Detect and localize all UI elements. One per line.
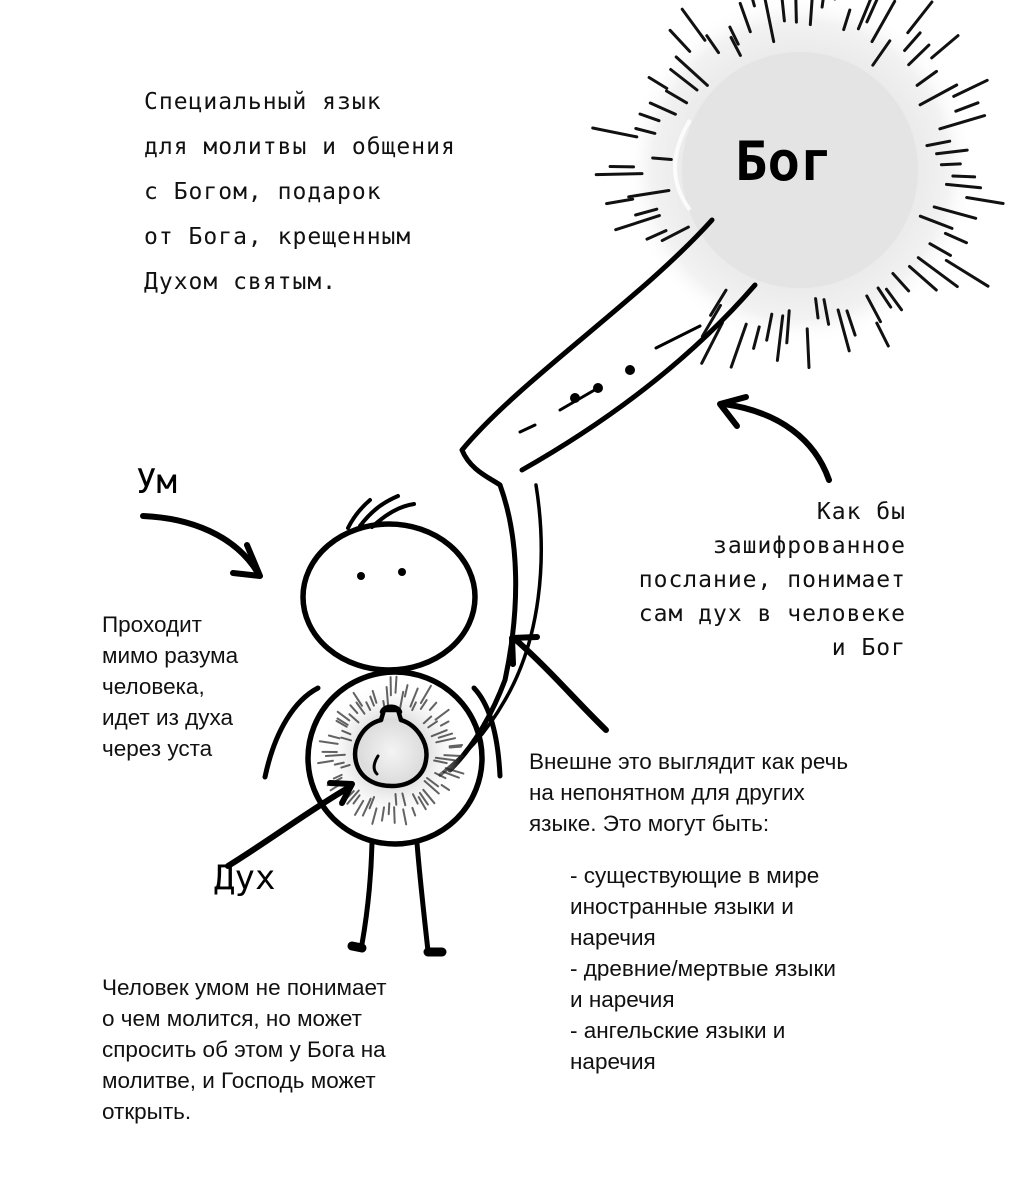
ray-stroke: [450, 747, 461, 748]
ray-stroke: [444, 755, 463, 756]
bypass-text: [102, 609, 238, 764]
ray-stroke: [795, 0, 796, 22]
ray-stroke: [941, 164, 960, 165]
intro-line: Духом святым.: [144, 269, 338, 295]
arrow-spirit: [228, 783, 352, 866]
understanding-line: открыть.: [102, 1099, 192, 1124]
ray-stroke: [908, 2, 932, 33]
ray-stroke: [396, 677, 397, 693]
ray-stroke: [877, 323, 889, 346]
ray-stroke: [653, 158, 672, 160]
outside-text: [529, 746, 848, 839]
understanding-line: спросить об этом у Бога на: [102, 1037, 386, 1062]
ray-stroke: [394, 807, 395, 823]
arrow-to-sun: [720, 397, 829, 480]
bypass-line: человека,: [102, 674, 205, 699]
intro-line: Специальный язык: [144, 89, 382, 115]
arrow-to-beam: [512, 637, 606, 730]
arrow-mind: [143, 516, 260, 576]
ray-stroke: [954, 80, 988, 96]
bypass-line: Проходит: [102, 612, 202, 637]
coded-line: послание, понимает: [638, 567, 906, 593]
outside-line: языке. Это могут быть:: [529, 811, 770, 836]
ray-stroke: [387, 687, 388, 705]
god-label: Бог: [735, 130, 833, 193]
outside-line: Внешне это выглядит как речь: [529, 749, 849, 774]
spirit-label: Дух: [214, 858, 276, 898]
coded-text: [639, 495, 906, 665]
outside-line: на непонятном для других: [529, 780, 805, 805]
understanding-line: молитве, и Господь может: [102, 1068, 376, 1093]
kinds-line: наречия: [570, 925, 656, 950]
ray-stroke: [807, 329, 809, 368]
intro-line: от Бога, крещенным: [144, 224, 412, 250]
kinds-line: - ангельские языки и: [570, 1018, 786, 1043]
kinds-line: - древние/мертвые языки: [570, 956, 836, 981]
understanding-line: о чем молится, но может: [102, 1006, 362, 1031]
kinds-line: иностранные языки и: [570, 894, 794, 919]
mind-label: Ум: [136, 462, 177, 502]
ray-stroke: [396, 794, 397, 805]
kinds-list: [570, 860, 836, 1077]
intro-text: [144, 80, 456, 305]
kinds-line: и наречия: [570, 987, 675, 1012]
ray-stroke: [953, 176, 975, 177]
understanding-line: Человек умом не понимает: [102, 975, 387, 1000]
bypass-line: через уста: [102, 736, 213, 761]
ray-stroke: [389, 803, 390, 814]
ray-stroke: [326, 755, 345, 756]
ray-stroke: [932, 36, 958, 58]
bypass-line: мимо разума: [102, 643, 239, 668]
bypass-line: идет из духа: [102, 705, 234, 730]
understanding-text: [102, 972, 387, 1127]
intro-line: для молитвы и общения: [144, 134, 456, 160]
coded-line: Как бы: [816, 499, 906, 525]
kinds-line: - существующие в мире: [570, 863, 820, 888]
coded-line: сам дух в человеке: [638, 601, 906, 627]
kinds-line: наречия: [570, 1049, 656, 1074]
coded-line: и Бог: [831, 635, 906, 661]
intro-line: с Богом, подарок: [144, 179, 382, 205]
ray-stroke: [596, 174, 642, 175]
coded-line: зашифрованное: [712, 533, 906, 559]
